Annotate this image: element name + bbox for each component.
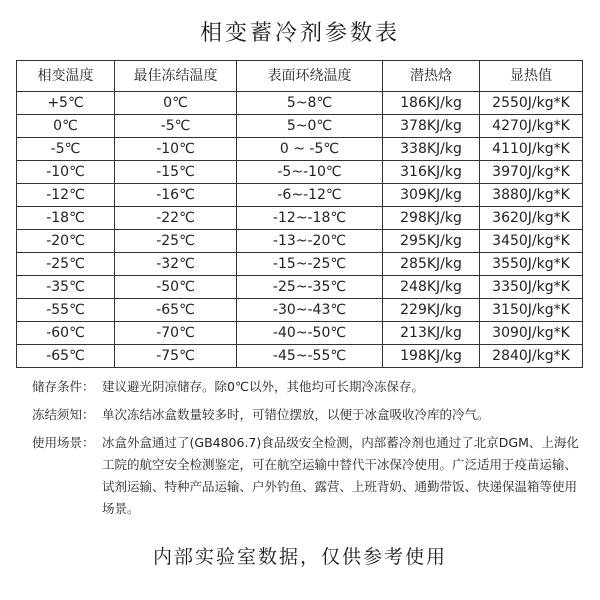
note-label: 储存条件： — [32, 379, 95, 394]
table-cell: 0℃ — [115, 92, 237, 115]
notes-section — [32, 376, 580, 526]
table-row — [17, 322, 583, 345]
table-cell: -15~-25℃ — [237, 253, 383, 276]
table-cell: 0℃ — [17, 115, 115, 138]
table-cell: 3090J/kg*K — [480, 322, 583, 345]
header-optimal-freeze-temp: 最佳冻结温度 — [115, 61, 237, 92]
table-cell: -35℃ — [17, 276, 115, 299]
table-cell: 3880J/kg*K — [480, 184, 583, 207]
table-cell: 5~8℃ — [237, 92, 383, 115]
table-row — [17, 299, 583, 322]
note-usage — [32, 432, 580, 520]
table-cell: -40~-50℃ — [237, 322, 383, 345]
table-cell: 3350J/kg*K — [480, 276, 583, 299]
table-body — [17, 92, 583, 368]
table-cell: 198KJ/kg — [383, 345, 480, 368]
table-cell: -10℃ — [17, 161, 115, 184]
header-sensible-heat: 显热值 — [480, 61, 583, 92]
table-row — [17, 115, 583, 138]
table-cell: 0 ~ -5℃ — [237, 138, 383, 161]
note-freezing — [32, 404, 580, 426]
table-cell: 378KJ/kg — [383, 115, 480, 138]
table-cell: -25~-35℃ — [237, 276, 383, 299]
table-cell: -65℃ — [17, 345, 115, 368]
table-cell: -10℃ — [115, 138, 237, 161]
header-phase-change-temp: 相变温度 — [17, 61, 115, 92]
table-cell: -5~-10℃ — [237, 161, 383, 184]
table-row — [17, 253, 583, 276]
table-row — [17, 207, 583, 230]
note-storage — [32, 376, 580, 398]
table-cell: +5℃ — [17, 92, 115, 115]
table-cell: -18℃ — [17, 207, 115, 230]
table-cell: -15℃ — [115, 161, 237, 184]
table-row — [17, 161, 583, 184]
table-cell: 4270J/kg*K — [480, 115, 583, 138]
table-cell: -60℃ — [17, 322, 115, 345]
table-row — [17, 138, 583, 161]
table-cell: -50℃ — [115, 276, 237, 299]
table-cell: -6~-12℃ — [237, 184, 383, 207]
table-cell: 4110J/kg*K — [480, 138, 583, 161]
table-cell: -32℃ — [115, 253, 237, 276]
table-cell: 229KJ/kg — [383, 299, 480, 322]
table-cell: 213KJ/kg — [383, 322, 480, 345]
note-text: 建议避光阴凉储存。除0℃以外，其他均可长期冷冻保存。 — [102, 379, 424, 394]
header-latent-heat: 潜热焓 — [383, 61, 480, 92]
parameter-table — [16, 60, 583, 368]
table-cell: 248KJ/kg — [383, 276, 480, 299]
table-cell: 285KJ/kg — [383, 253, 480, 276]
table-cell: -75℃ — [115, 345, 237, 368]
table-cell: 186KJ/kg — [383, 92, 480, 115]
table-cell: 3150J/kg*K — [480, 299, 583, 322]
table-cell: 316KJ/kg — [383, 161, 480, 184]
table-cell: -45~-55℃ — [237, 345, 383, 368]
table-cell: 3970J/kg*K — [480, 161, 583, 184]
table-cell: -12~-18℃ — [237, 207, 383, 230]
table-row — [17, 184, 583, 207]
note-label: 冻结须知： — [32, 407, 95, 422]
table-cell: 2550J/kg*K — [480, 92, 583, 115]
table-cell: 5~0℃ — [237, 115, 383, 138]
table-cell: -30~-43℃ — [237, 299, 383, 322]
table-cell: -5℃ — [17, 138, 115, 161]
table-cell: 338KJ/kg — [383, 138, 480, 161]
table-cell: -22℃ — [115, 207, 237, 230]
table-row — [17, 276, 583, 299]
table-cell: -12℃ — [17, 184, 115, 207]
table-cell: -16℃ — [115, 184, 237, 207]
table-row — [17, 92, 583, 115]
table-row — [17, 345, 583, 368]
table-header-row — [17, 61, 583, 92]
note-text: 冰盒外盒通过了(GB4806.7)食品级安全检测，内部蓄冷剂也通过了北京DGM、上海化工院的航空安全检测鉴定，可在航空运输中替代干冰保冷使用。广泛适用于疫苗运输、试剂运输、特种产品运输、户外钓鱼、露营、上班背奶、通勤带饭、快递保温箱等使用场景。 — [102, 435, 579, 516]
table-cell: 309KJ/kg — [383, 184, 480, 207]
table-cell: 298KJ/kg — [383, 207, 480, 230]
table-cell: -55℃ — [17, 299, 115, 322]
table-cell: 3550J/kg*K — [480, 253, 583, 276]
table-cell: -70℃ — [115, 322, 237, 345]
table-cell: 3620J/kg*K — [480, 207, 583, 230]
header-surface-ambient-temp: 表面环绕温度 — [237, 61, 383, 92]
table-row — [17, 230, 583, 253]
note-text: 单次冻结冰盒数量较多时，可错位摆放，以便于冰盒吸收冷库的冷气。 — [102, 407, 490, 422]
note-label: 使用场景： — [32, 435, 95, 450]
table-cell: 295KJ/kg — [383, 230, 480, 253]
footer-disclaimer: 内部实验室数据，仅供参考使用 — [152, 546, 447, 568]
table-cell: -25℃ — [17, 253, 115, 276]
table-cell: 2840J/kg*K — [480, 345, 583, 368]
table-cell: -5℃ — [115, 115, 237, 138]
page-title: 相变蓄冷剂参数表 — [199, 21, 400, 46]
table-cell: -65℃ — [115, 299, 237, 322]
table-cell: 3450J/kg*K — [480, 230, 583, 253]
table-cell: -25℃ — [115, 230, 237, 253]
table-cell: -20℃ — [17, 230, 115, 253]
table-cell: -13~-20℃ — [237, 230, 383, 253]
